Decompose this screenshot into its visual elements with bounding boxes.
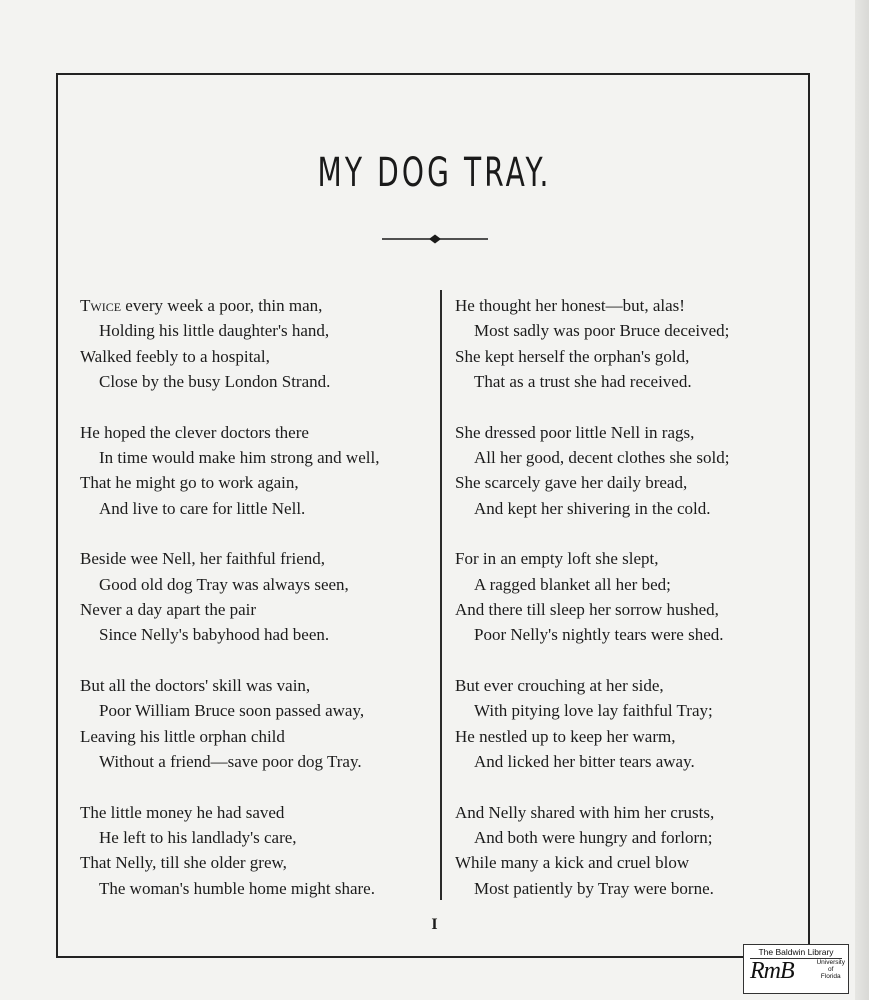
stanza	[455, 293, 795, 394]
poem-line: And kept her shivering in the cold.	[474, 498, 711, 518]
poem-line: And live to care for little Nell.	[99, 498, 306, 518]
poem-line: The little money he had saved	[80, 802, 285, 822]
poem-line: She scarcely gave her daily bread,	[455, 473, 688, 493]
poem-line: That he might go to work again,	[80, 473, 299, 493]
poem-line: In time would make him strong and well,	[99, 447, 380, 467]
poem-line: A ragged blanket all her bed;	[474, 574, 671, 594]
poem-line: He hoped the clever doctors there	[80, 422, 309, 442]
poem-line: But all the doctors' skill was vain,	[80, 676, 311, 696]
stanza	[455, 420, 795, 521]
poem-line: Beside wee Nell, her faithful friend,	[80, 549, 325, 569]
stanza	[80, 800, 430, 901]
poem-line: Close by the busy London Strand.	[99, 371, 331, 391]
page-edge	[855, 0, 869, 1000]
stanza	[455, 800, 795, 901]
poem-line: She kept herself the orphan's gold,	[455, 346, 690, 366]
poem-line: With pitying love lay faithful Tray;	[474, 701, 713, 721]
stanza	[455, 546, 795, 647]
library-stamp	[743, 944, 849, 994]
stamp-university-line: University	[816, 959, 845, 966]
poem-title: MY DOG TRAY.	[317, 150, 552, 196]
stamp-of-line: of	[828, 966, 834, 973]
poem-line: And Nelly shared with him her crusts,	[455, 802, 715, 822]
poem-line: And there till sleep her sorrow hushed,	[455, 599, 719, 619]
title-ornament	[382, 233, 488, 245]
page-number: I	[431, 916, 438, 933]
stamp-logo: RmB	[750, 958, 794, 984]
poem-line: He thought her honest—but, alas!	[455, 296, 685, 315]
poem-line: She dressed poor little Nell in rags,	[455, 422, 695, 442]
right-column	[455, 293, 795, 926]
poem-line: Poor William Bruce soon passed away,	[99, 701, 365, 721]
poem-line: The woman's humble home might share.	[99, 878, 375, 898]
poem-line: All her good, decent clothes she sold;	[474, 447, 730, 467]
poem-line: Never a day apart the pair	[80, 599, 257, 619]
poem-line: Since Nelly's babyhood had been.	[99, 625, 330, 645]
poem-line: That as a trust she had received.	[474, 371, 692, 391]
stanza	[80, 420, 430, 521]
poem-line: Twice every week a poor, thin man,	[80, 296, 323, 315]
stanza	[80, 546, 430, 647]
stanza	[455, 673, 795, 774]
stamp-library-name: The Baldwin Library	[758, 947, 834, 957]
poem-line: That Nelly, till she older grew,	[80, 853, 287, 873]
stamp-florida-line: Florida	[820, 973, 841, 980]
stamp-university	[816, 959, 845, 980]
poem-line: Holding his little daughter's hand,	[99, 321, 330, 341]
poem-line: Walked feebly to a hospital,	[80, 346, 270, 366]
column-divider	[440, 290, 442, 900]
left-column	[80, 293, 430, 926]
poem-line: Leaving his little orphan child	[80, 726, 285, 746]
poem-line: Without a friend—save poor dog Tray.	[99, 751, 362, 771]
poem-line: And licked her bitter tears away.	[474, 751, 695, 771]
poem-line: For in an empty loft she slept,	[455, 549, 659, 569]
poem-line: Most sadly was poor Bruce deceived;	[474, 321, 730, 341]
poem-line: Good old dog Tray was always seen,	[99, 574, 349, 594]
poem-line: Most patiently by Tray were borne.	[474, 878, 714, 898]
poem-line: But ever crouching at her side,	[455, 676, 664, 696]
poem-line: While many a kick and cruel blow	[455, 853, 690, 873]
poem-line: And both were hungry and forlorn;	[474, 828, 713, 848]
poem-line: Poor Nelly's nightly tears were shed.	[474, 625, 724, 645]
poem-line: He nestled up to keep her warm,	[455, 726, 676, 746]
stanza	[80, 293, 430, 394]
poem-line: He left to his landlady's care,	[99, 828, 297, 848]
stanza	[80, 673, 430, 774]
